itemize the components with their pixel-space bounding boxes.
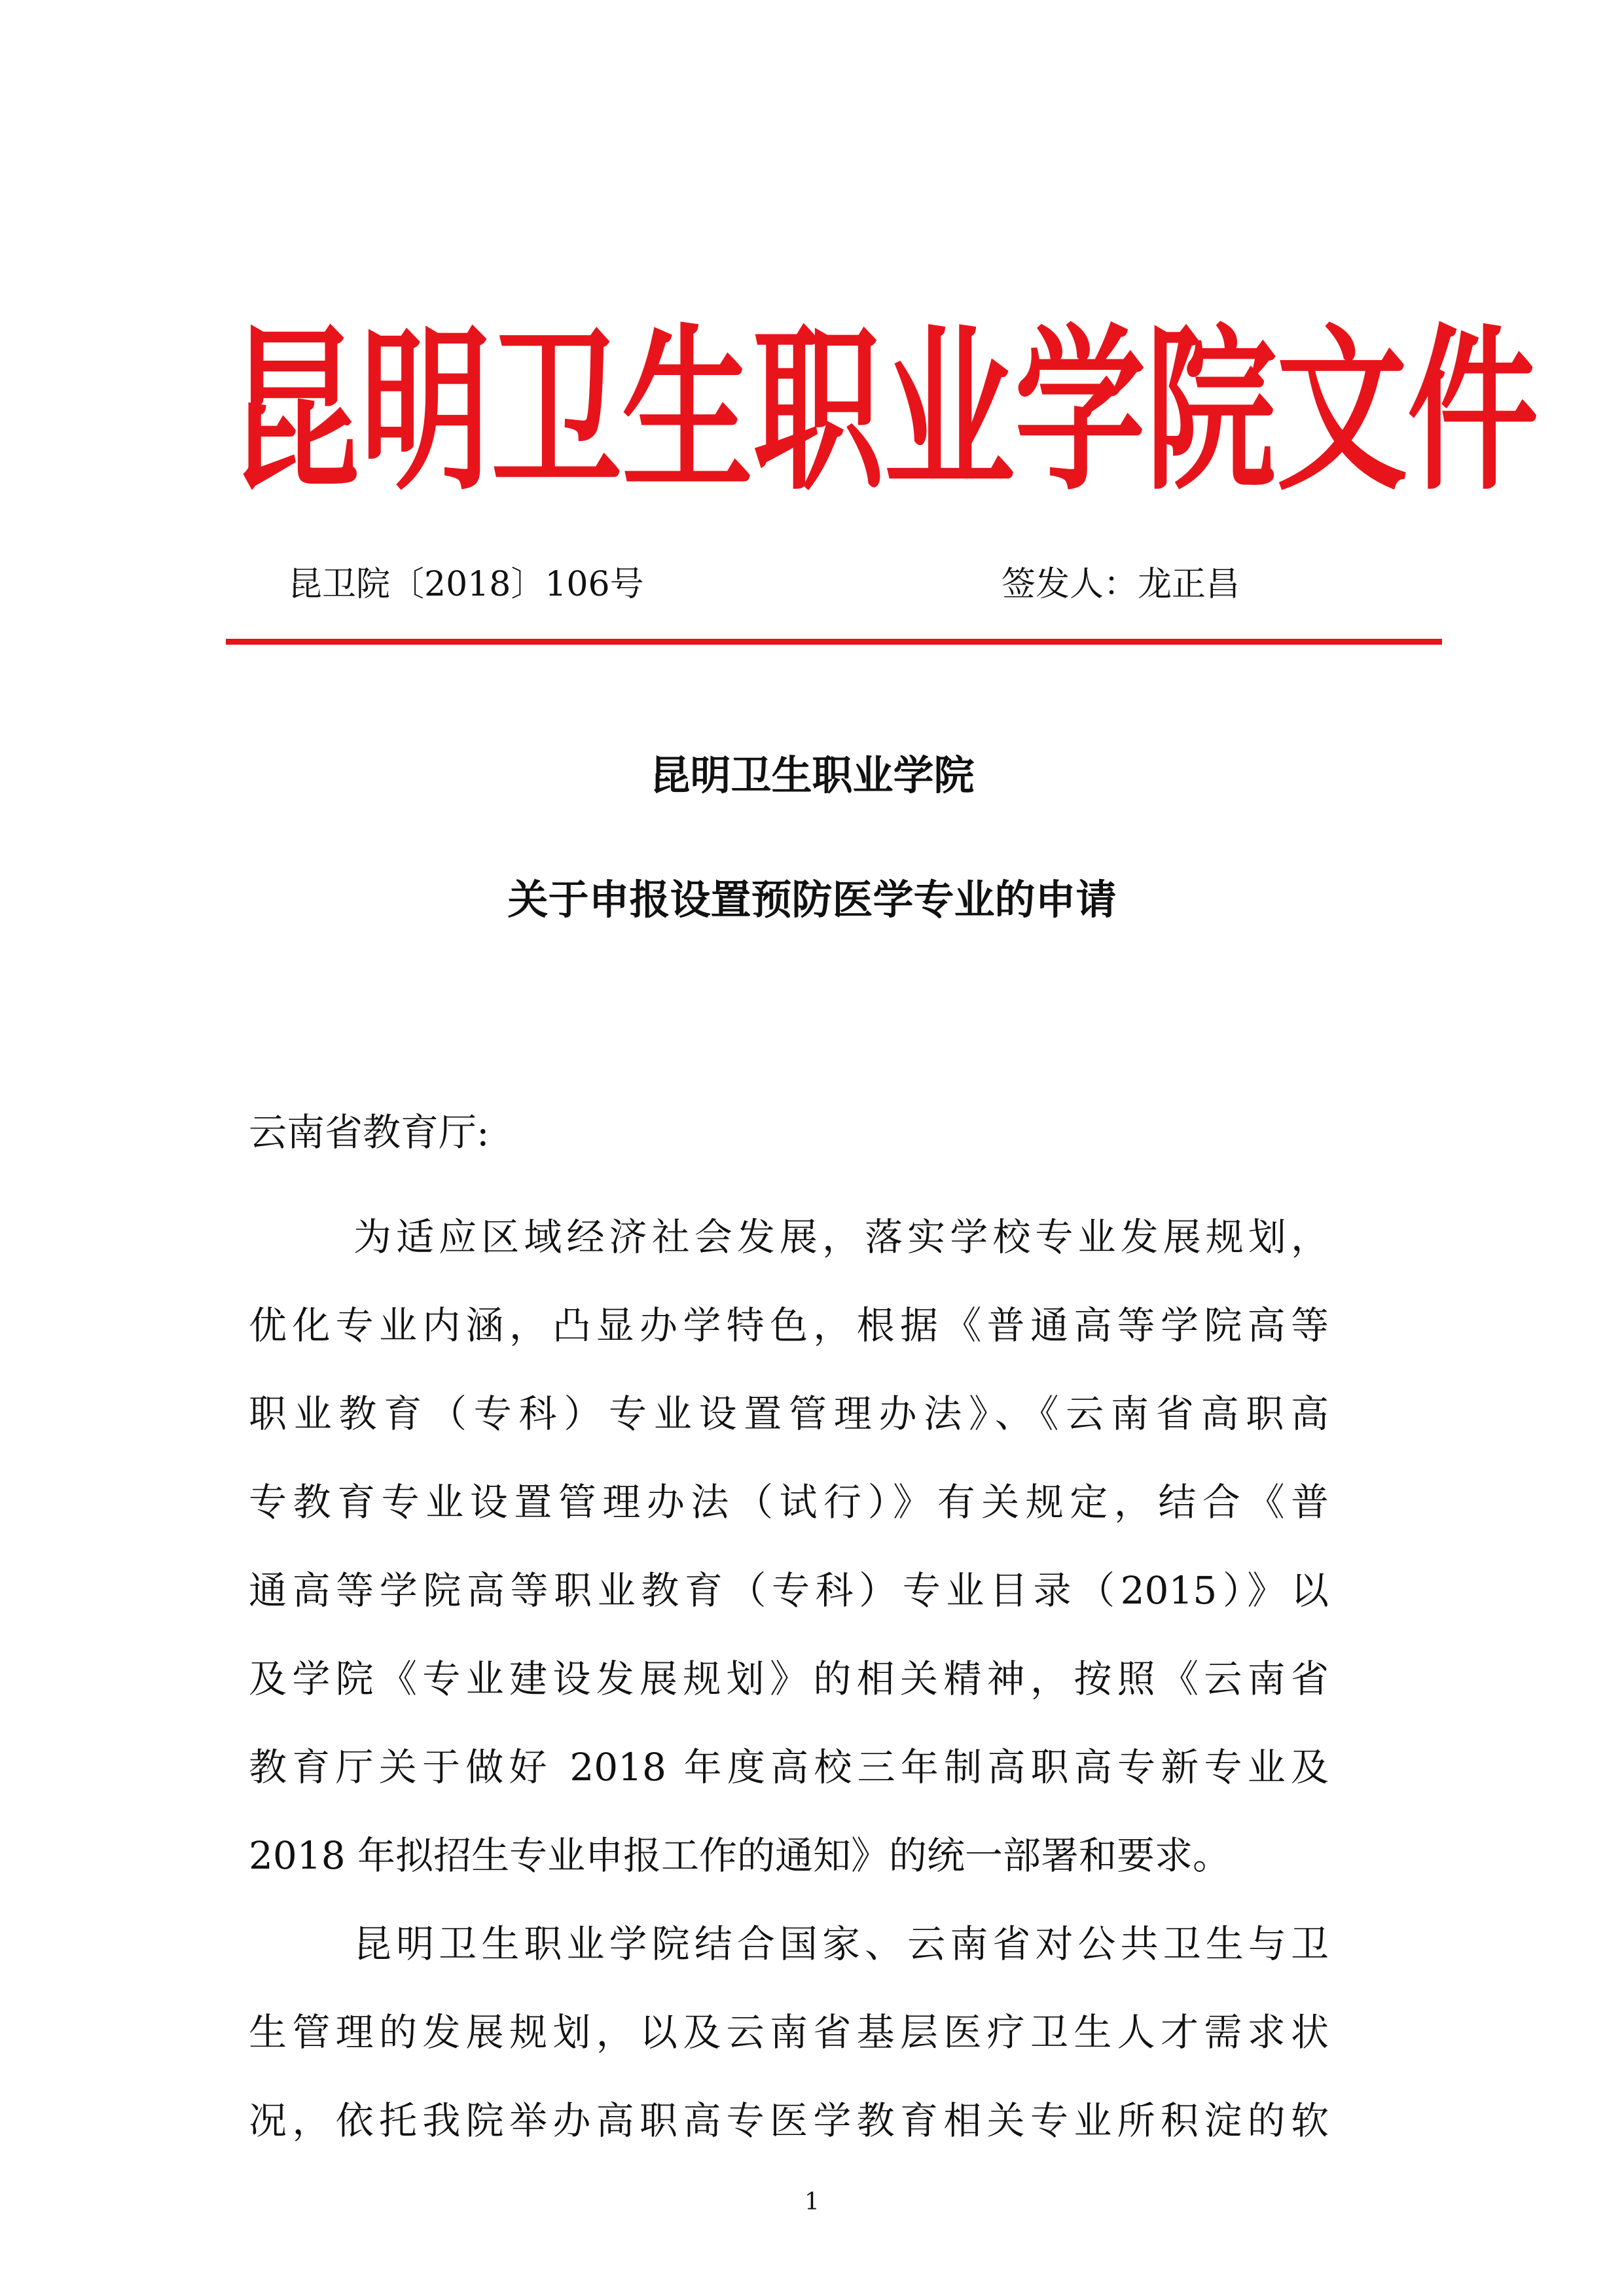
document-number: 昆卫院〔2018〕106号 (288, 565, 644, 604)
body-line: 及学院《专业建设发展规划》的相关精神，按照《云南省 (249, 1657, 1329, 1701)
salutation: 云南省教育厅: (249, 1110, 490, 1155)
body-line: 为适应区域经济社会发展，落实学校专业发展规划， (353, 1215, 1329, 1259)
body-line: 教育厅关于做好 2018 年度高校三年制高职高专新专业及 (249, 1745, 1329, 1789)
masthead-title: 昆明卫生职业学院文件 (229, 309, 1539, 515)
signer: 签发人：龙正昌 (1001, 565, 1240, 604)
document-title-line-1: 昆明卫生职业学院 (649, 751, 975, 799)
body-line: 生管理的发展规划，以及云南省基层医疗卫生人才需求状 (249, 2010, 1329, 2054)
red-divider (226, 639, 1442, 645)
body-line: 况，依托我院举办高职高专医学教育相关专业所积淀的软 (249, 2098, 1329, 2143)
body-line: 昆明卫生职业学院结合国家、云南省对公共卫生与卫 (353, 1922, 1329, 1966)
body-line: 2018 年拟招生专业申报工作的通知》的统一部署和要求。 (249, 1833, 1231, 1878)
page-number: 1 (804, 2189, 820, 2215)
body-line: 专教育专业设置管理办法（试行）》有关规定，结合《普 (249, 1480, 1329, 1524)
document-title-line-2: 关于申报设置预防医学专业的申请 (507, 876, 1117, 924)
body-line: 通高等学院高等职业教育（专科）专业目录（2015）》以 (249, 1568, 1329, 1613)
body-line: 职业教育（专科）专业设置管理办法》、《云南省高职高 (249, 1391, 1329, 1436)
body-line: 优化专业内涵，凸显办学特色，根据《普通高等学院高等 (249, 1303, 1329, 1348)
